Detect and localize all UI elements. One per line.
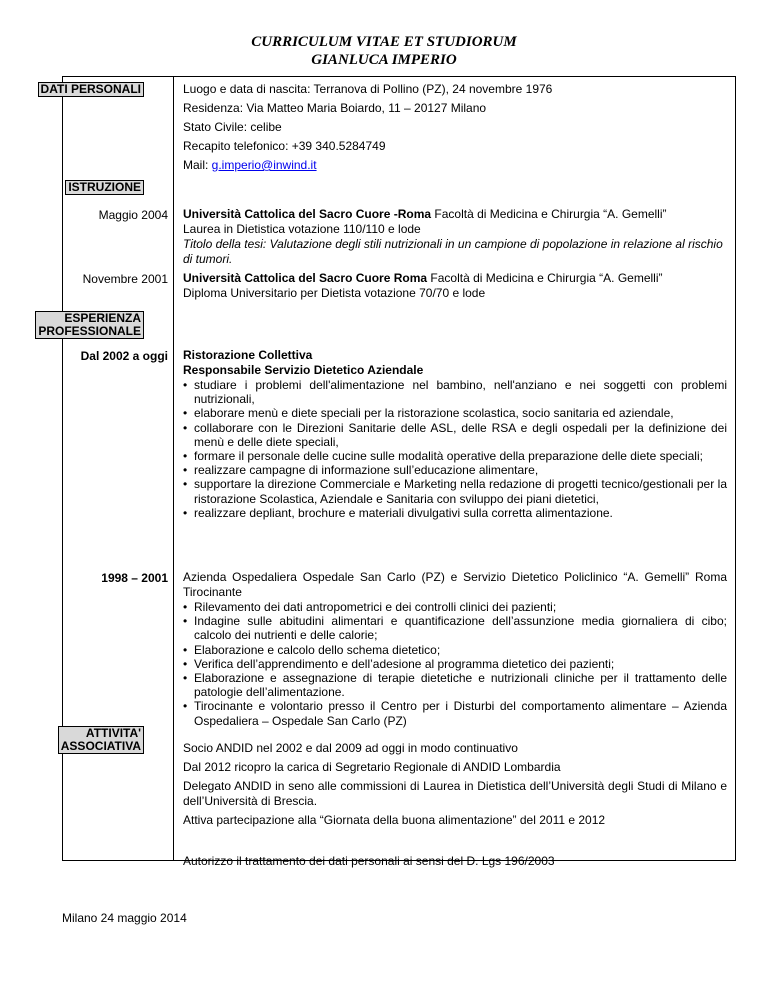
- personal-info: [183, 82, 727, 173]
- cv-name: GIANLUCA IMPERIO: [311, 52, 457, 68]
- education-entry-2: [183, 271, 727, 301]
- education-faculty-1: Facoltà di Medicina e Chirurgia “A. Gemelli”: [431, 207, 667, 221]
- association-label-line1: ATTIVITA': [85, 726, 141, 740]
- cv-title: CURRICULUM VITAE ET STUDIORUM: [251, 34, 517, 50]
- residence-info: Residenza: Via Matteo Maria Boiardo, 11 – 20127 Milano: [183, 101, 487, 115]
- section-label-association: [58, 726, 144, 754]
- list-item: • Rilevamento dei dati antropometrici e dei controlli clinici dei pazienti;: [183, 600, 727, 614]
- list-item: • formare il personale delle cucine sulle modalità operative della preparazione delle diete speciali;: [183, 449, 727, 463]
- list-item: • supportare la direzione Commerciale e Marketing nella redazione di progetti tecnico/gestionali per la ristorazione Scolastica, Aziendale e Sanitaria con sviluppo dei piani dietetici,: [183, 477, 727, 505]
- privacy-consent: Autorizzo il trattamento dei dati personali ai sensi del D. Lgs 196/2003: [183, 854, 555, 868]
- experience-date-1: Dal 2002 a oggi: [80, 349, 168, 363]
- birth-info: Luogo e data di nascita: Terranova di Pollino (PZ), 24 novembre 1976: [183, 82, 553, 96]
- education-date-2: Novembre 2001: [82, 272, 168, 286]
- experience-label-line2: PROFESSIONALE: [38, 324, 141, 338]
- list-item: • Verifica dell’apprendimento e dell’adesione al programma dietetico dei pazienti;: [183, 657, 727, 671]
- education-faculty-2: Facoltà di Medicina e Chirurgia “A. Gemelli”: [427, 271, 663, 285]
- education-institution-2: Università Cattolica del Sacro Cuore Roma: [183, 271, 428, 285]
- experience-title-1: Ristorazione Collettiva: [183, 348, 313, 362]
- education-thesis-1: Titolo della tesi: Valutazione degli stili nutrizionali in un campione di popolazione in relazione al rischio di tumori.: [183, 237, 723, 266]
- association-line-3: Delegato ANDID in seno alle commissioni di Laurea in Dietistica dell’Università degli Studi di Milano e dell’Università di Brescia.: [183, 779, 727, 808]
- mail-info: [183, 158, 727, 173]
- list-item: • Indagine sulle abitudini alimentari e quantificazione dell’assunzione media giornaliera di cibo; calcolo dei nutrienti e delle calorie;: [183, 614, 727, 642]
- list-item: • realizzare depliant, brochure e materiali divulgativi sulla corretta alimentazione.: [183, 506, 727, 520]
- list-item: • Elaborazione e calcolo dello schema dietetico;: [183, 643, 727, 657]
- experience-entry-2: [183, 570, 727, 728]
- association-label-line2: ASSOCIATIVA: [60, 739, 141, 753]
- civil-status-info: Stato Civile: celibe: [183, 120, 282, 134]
- experience-role-1: Responsabile Servizio Dietetico Aziendale: [183, 363, 424, 377]
- list-item: • Tirocinante e volontario presso il Centro per i Disturbi del comportamento alimentare – Azienda Ospedaliera – Ospedale San Carlo (PZ): [183, 699, 727, 727]
- section-label-experience: [35, 311, 144, 339]
- list-item: • Elaborazione e assegnazione di terapie dietetiche e nutrizionali cliniche per il trattamento delle patologie dell’alimentazione.: [183, 671, 727, 699]
- education-institution-1: Università Cattolica del Sacro Cuore -Roma: [183, 207, 432, 221]
- experience-entry-1: [183, 348, 727, 520]
- association-line-1: Socio ANDID nel 2002 e dal 2009 ad oggi in modo continuativo: [183, 741, 518, 755]
- mail-label: Mail:: [183, 158, 212, 172]
- experience-date-2: 1998 – 2001: [101, 571, 168, 585]
- column-divider: [173, 76, 174, 861]
- association-line-2: Dal 2012 ricopro la carica di Segretario Regionale di ANDID Lombardia: [183, 760, 561, 774]
- place-date: Milano 24 maggio 2014: [62, 911, 187, 925]
- experience-intro-2: Azienda Ospedaliera Ospedale San Carlo (PZ) e Servizio Dietetico Policlinico “A. Gemelli” Roma Tirocinante: [183, 570, 727, 599]
- list-item: • collaborare con le Direzioni Sanitarie delle ASL, delle RSA e degli ospedali per la definizione dei menù e delle diete speciali,: [183, 421, 727, 449]
- education-degree-1: Laurea in Dietistica votazione 110/110 e lode: [183, 222, 421, 236]
- education-entry-1: [183, 207, 727, 267]
- experience-bullets-2: [183, 600, 727, 728]
- experience-label-line1: ESPERIENZA: [64, 311, 141, 325]
- section-label-education: ISTRUZIONE: [65, 180, 144, 195]
- association-line-4: Attiva partecipazione alla “Giornata della buona alimentazione” del 2011 e 2012: [183, 813, 606, 827]
- phone-info: Recapito telefonico: +39 340.5284749: [183, 139, 386, 153]
- education-date-1: Maggio 2004: [98, 208, 168, 222]
- education-degree-2: Diploma Universitario per Dietista votazione 70/70 e lode: [183, 286, 486, 300]
- list-item: • realizzare campagne di informazione sull’educazione alimentare,: [183, 463, 727, 477]
- section-label-personal: DATI PERSONALI: [38, 82, 144, 97]
- mail-link[interactable]: g.imperio@inwind.it: [211, 158, 317, 172]
- list-item: • elaborare menù e diete speciali per la ristorazione scolastica, socio sanitaria ed aziendale,: [183, 406, 727, 420]
- association-info: [183, 741, 727, 828]
- list-item: • studiare i problemi dell'alimentazione nel bambino, nell'anziano e nei soggetti con problemi nutrizionali,: [183, 378, 727, 406]
- experience-bullets-1: [183, 378, 727, 520]
